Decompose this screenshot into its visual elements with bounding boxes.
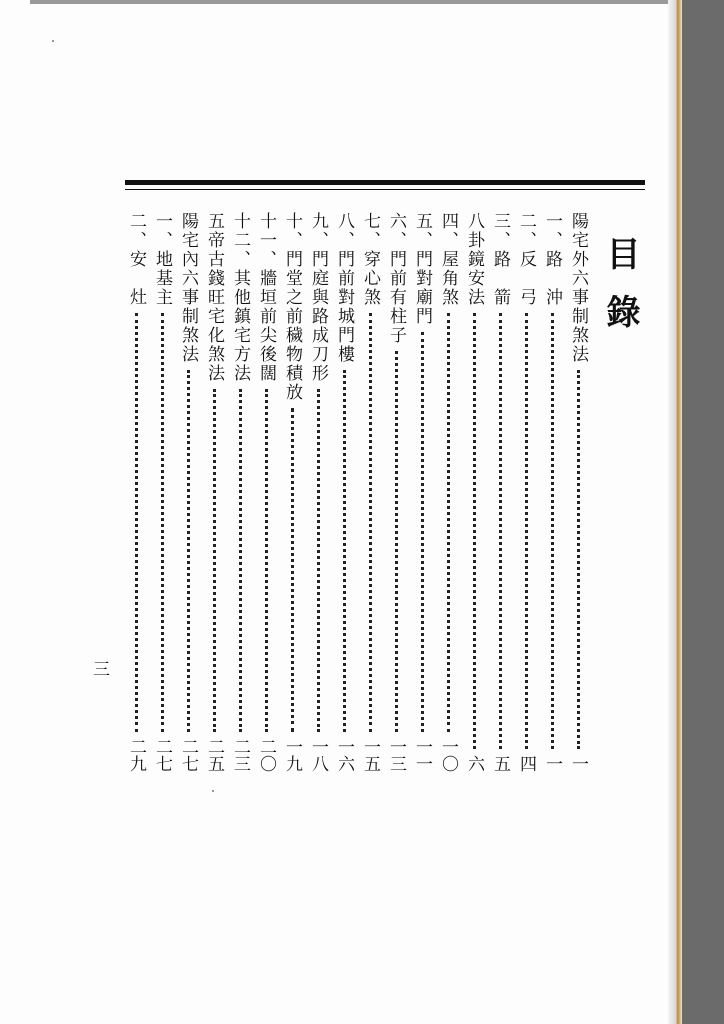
toc-entry-page: 二九 [126,738,146,772]
toc-entry [227,212,253,772]
toc-entry-page: 五 [490,755,510,772]
toc-entry-label: 陽宅外六事制煞法 [568,212,588,364]
leader-dots [447,313,450,732]
toc-entry [409,212,435,772]
toc-entry-label: 五帝古錢旺宅化煞法 [204,212,224,383]
toc-entry [279,212,305,772]
folio-number: 三 [89,660,109,677]
leader-dots [499,313,502,749]
toc-entry [539,212,565,772]
toc-entry [149,212,175,772]
toc-entry-label: 一、路 沖 [542,212,562,307]
toc-entry-page: 二五 [204,738,224,772]
toc-entry-label: 七、穿心煞 [360,212,380,307]
toc-entry-page: 一〇 [438,738,458,772]
toc-entry-page: 一八 [308,738,328,772]
toc-entry-label: 二、安 灶 [126,212,146,307]
leader-dots [525,313,528,749]
toc-entry [513,212,539,772]
toc-entry-label: 二、反 弓 [516,212,536,307]
leader-dots [369,313,372,732]
toc-entry-page: 二〇 [256,738,276,772]
leader-dots [213,389,216,732]
book-spine [668,0,682,1024]
toc-entry-label: 十一、牆垣前尖後闊 [256,212,276,383]
toc-entry [435,212,461,772]
toc-entry-page: 一 [568,755,588,772]
header-rule-thick [125,180,645,185]
leader-dots [551,313,554,749]
toc-entry-page: 一三 [386,738,406,772]
paper-speck [52,40,54,42]
toc-entry [357,212,383,772]
toc-entry-page: 一九 [282,738,302,772]
toc-entry-label: 六、門前有柱子 [386,212,406,345]
toc-entry [461,212,487,772]
toc-entry-label: 十二、其他鎮宅方法 [230,212,250,383]
toc-entry [253,212,279,772]
toc-entry [123,212,149,772]
toc-entry [565,212,591,772]
toc-entry-label: 八、門前對城門樓 [334,212,354,364]
toc-entry-label: 十、門堂之前穢物積放 [282,212,302,402]
toc-entry [487,212,513,772]
page-top-edge [30,0,680,4]
toc-entry-label: 陽宅內六事制煞法 [178,212,198,364]
leader-dots [343,370,346,732]
toc-entry [305,212,331,772]
leader-dots [161,313,164,732]
toc-entry [383,212,409,772]
toc-entry-label: 一、地基主 [152,212,172,307]
toc-entry-page: 二三 [230,738,250,772]
toc-entry-label: 八卦鏡安法 [464,212,484,307]
leader-dots [577,370,580,749]
toc-entry-label: 四、屋角煞 [438,212,458,307]
leader-dots [187,370,190,732]
toc-entry-label: 九、門庭與路成刀形 [308,212,328,383]
toc-entry-page: 一 [542,755,562,772]
leader-dots [317,389,320,732]
toc-entry-page: 一一 [412,738,432,772]
leader-dots [421,332,424,732]
toc-entry-page: 二七 [152,738,172,772]
leader-dots [291,408,294,732]
page-title: 目錄 [600,236,640,352]
toc-entry-page: 二七 [178,738,198,772]
leader-dots [239,389,242,732]
header-rule-thin [125,189,645,190]
leader-dots [135,313,138,732]
paper-speck [212,790,214,792]
toc-entry-label: 三、路 箭 [490,212,510,307]
toc-entry [175,212,201,772]
leader-dots [473,313,476,749]
toc-entry [201,212,227,772]
toc-entry [331,212,357,772]
leader-dots [395,351,398,732]
toc-entry-page: 四 [516,755,536,772]
toc-entry-page: 一六 [334,738,354,772]
toc-entry-label: 五、門對廟門 [412,212,432,326]
leader-dots [265,389,268,732]
toc-entry-page: 六 [464,755,484,772]
toc-entry-page: 一五 [360,738,380,772]
